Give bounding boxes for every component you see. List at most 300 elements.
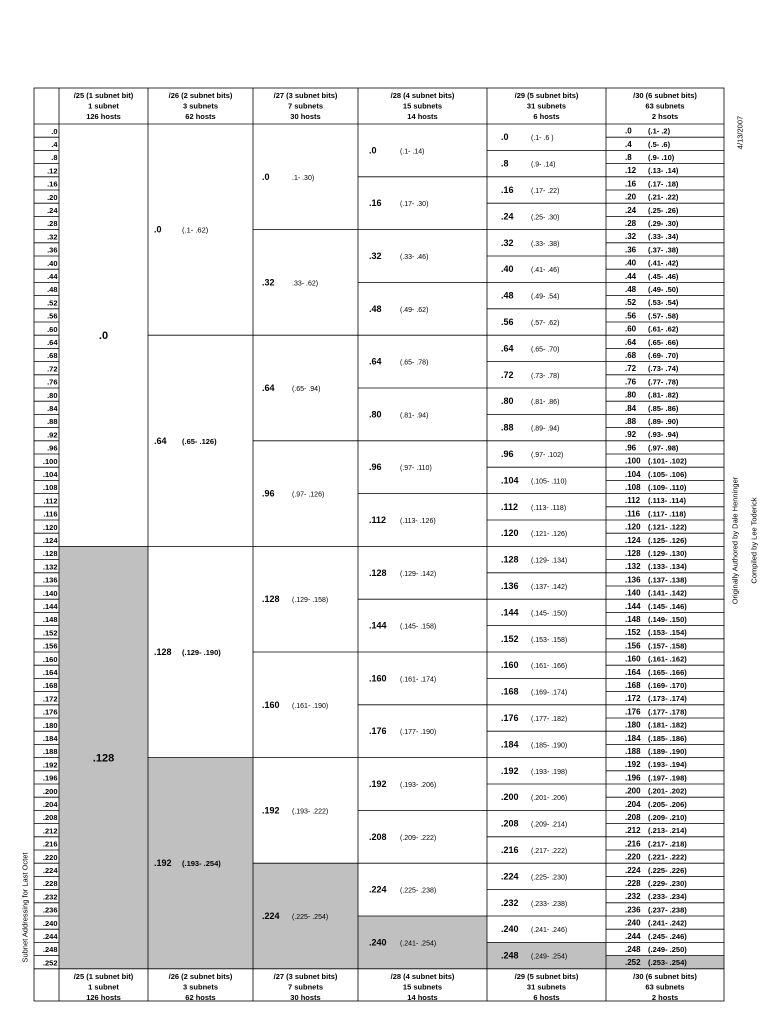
subnet-network: .160 (501, 660, 519, 671)
row-label: .36 (47, 245, 58, 255)
subnet-range: (.29- .30) (648, 219, 679, 228)
subnet-range: (.217- .222) (531, 848, 568, 855)
subnet-network: .32 (501, 237, 514, 248)
subnet-range: (.209- .214) (531, 821, 568, 829)
row-label: .184 (42, 734, 58, 743)
subnet-range: (.169- .170) (648, 681, 687, 690)
row-label: .44 (47, 272, 58, 281)
subnet-range: (.249- .254) (531, 953, 568, 961)
subnet-range: (.101- .102) (648, 456, 687, 466)
subnet-range: (.161- .162) (648, 654, 687, 664)
row-label: .24 (47, 206, 58, 215)
subnet-range: (.1- .14) (400, 148, 425, 156)
subnet-network: .112 (501, 501, 519, 512)
subnet-range: (.97- .110) (400, 465, 432, 473)
column-header-hosts: 6 hosts (533, 112, 560, 121)
row-label: .208 (42, 813, 58, 823)
subnet-range: (.121- .122) (648, 522, 687, 532)
row-label: .12 (47, 166, 58, 176)
subnet-network: .60 (625, 324, 637, 334)
subnet-network: .144 (369, 620, 387, 631)
subnet-network: .96 (262, 488, 275, 499)
subnet-network: .160 (625, 654, 641, 664)
row-label: .80 (47, 390, 58, 400)
row-label: .88 (47, 417, 58, 427)
subnet-network: .144 (501, 607, 519, 618)
subnet-range: (.81- .94) (400, 412, 429, 420)
column-footer-hosts: 30 hosts (290, 992, 321, 1002)
subnet-network: .8 (501, 158, 509, 169)
row-label: .132 (42, 562, 58, 572)
subnet-network: .204 (625, 799, 641, 809)
subnet-range: (.225- .226) (648, 865, 687, 875)
subnet-network: .176 (625, 707, 641, 717)
subnet-range: (.153- .158) (531, 636, 568, 644)
subnet-range: (.205- .206) (648, 799, 687, 809)
subnet-range: (.249- .250) (648, 945, 687, 954)
subnet-network: .96 (369, 462, 382, 473)
subnet-range: (.113- .126) (400, 518, 436, 525)
subnet-network: .72 (625, 364, 637, 374)
subnet-network: .172 (625, 694, 641, 704)
subnet-range: (.129- .130) (648, 549, 687, 558)
subnet-network: .192 (262, 805, 280, 816)
subnet-range: (.81- .86) (531, 399, 560, 407)
subnet-network: .72 (501, 369, 514, 380)
subnet-network: .32 (369, 251, 382, 261)
row-label: .144 (42, 602, 58, 611)
subnet-network: .32 (262, 277, 275, 288)
subnet-network: .20 (625, 192, 637, 202)
subnet-network: .216 (501, 845, 519, 855)
row-label: .220 (42, 852, 58, 862)
row-label: .28 (47, 219, 58, 229)
row-label: .136 (42, 575, 58, 585)
subnet-range: (.193- .254) (182, 859, 221, 869)
column-header-prefix: /26 (2 subnet bits) (168, 91, 233, 100)
row-label: .68 (47, 351, 58, 361)
subnet-range: (.185- .190) (531, 742, 568, 750)
subnet-range: (.233- .234) (648, 892, 687, 902)
column-header-subnets: 63 subnets (645, 101, 685, 111)
subnet-range: (.65- .126) (182, 436, 217, 446)
row-label: .224 (42, 866, 58, 875)
subnet-range: (.129- .158) (292, 597, 329, 605)
subnet-range: .1- .30) (292, 174, 315, 182)
row-label: .0 (51, 126, 58, 136)
row-label: .152 (42, 628, 58, 638)
subnet-range: (.89- .90) (648, 417, 679, 426)
subnet-range: (.133- .134) (648, 562, 687, 572)
subnet-network: .28 (625, 219, 637, 228)
subnet-network: .56 (501, 317, 514, 327)
subnet-network: .168 (625, 681, 641, 690)
row-label: .252 (42, 958, 58, 968)
subnet-range: (.65- .94) (292, 386, 321, 393)
subnet-network: .52 (625, 298, 637, 308)
subnet-range: (.161- .190) (292, 702, 329, 710)
subnet-range: (.49- .54) (531, 293, 560, 301)
subnet-range: (.65- .66) (648, 337, 679, 347)
column-footer-subnets: 31 subnets (526, 982, 567, 992)
subnet-range: (.113- .114) (648, 496, 686, 506)
compiler-credit: Compiled by Lee Toderick (749, 497, 759, 584)
subnet-range: (.5- .6) (648, 139, 671, 149)
subnet-range: (.85- .86) (648, 403, 679, 413)
column-footer-prefix: /29 (5 subnet bits) (514, 971, 579, 981)
row-label: .72 (47, 364, 58, 374)
subnet-network: .8 (625, 153, 632, 162)
subnet-network: .140 (625, 588, 641, 598)
row-label: .120 (42, 522, 58, 532)
row-label: .96 (47, 443, 58, 453)
subnet-network: .104 (625, 469, 641, 479)
subnet-range: (.57- .58) (648, 311, 679, 321)
subnet-range: (.173- .174) (648, 694, 687, 704)
row-label: .8 (51, 153, 58, 163)
subnet-network: .240 (501, 924, 519, 935)
subnet-network: .0 (369, 145, 377, 156)
subnet-network: .128 (92, 752, 115, 765)
subnet-range: (.157- .158) (648, 641, 687, 651)
row-label: .156 (42, 641, 58, 651)
row-label: .188 (42, 747, 58, 757)
subnet-range: (.213- .214) (648, 826, 687, 836)
subnet-range: (.137- .142) (531, 584, 568, 591)
subnet-network: .0 (98, 330, 109, 343)
subnet-network: .224 (369, 884, 387, 895)
subnet-range: (.33- .38) (531, 240, 560, 248)
row-label: .216 (42, 839, 58, 849)
column-footer-prefix: /30 (6 subnet bits) (633, 971, 697, 981)
subnet-range: .33- .62) (292, 280, 319, 288)
column-footer-prefix: /26 (2 subnet bits) (168, 971, 233, 981)
row-label: .196 (42, 773, 58, 783)
subnet-range: (.9- .14) (531, 161, 556, 169)
subnet-network: .196 (625, 773, 641, 783)
column-header-prefix: /30 (6 subnet bits) (633, 91, 697, 100)
subnet-network: .88 (625, 417, 637, 426)
column-header-subnets: 15 subnets (402, 101, 443, 111)
row-label: .168 (42, 681, 58, 691)
row-label: .20 (47, 192, 58, 202)
subnet-range: (.197- .198) (648, 773, 687, 783)
row-label: .16 (47, 179, 58, 189)
subnet-range: (.129- .134) (531, 557, 568, 565)
subnet-range: (.9- .10) (648, 153, 675, 162)
subnet-network: .248 (501, 950, 519, 961)
subnet-range: (.245- .246) (648, 931, 687, 941)
column-header-prefix: /28 (4 subnet bits) (390, 91, 455, 100)
subnet-network: .148 (625, 615, 641, 624)
row-label: .124 (42, 536, 58, 545)
subnet-network: .208 (625, 813, 641, 822)
subnet-network: .136 (501, 581, 519, 591)
subnet-network: .208 (501, 818, 519, 829)
subnet-range: (.45- .46) (648, 271, 679, 281)
subnet-range: (.73- .74) (648, 364, 679, 374)
subnet-network: .180 (625, 720, 641, 730)
subnet-network: .152 (501, 633, 519, 644)
subnet-network: .96 (625, 443, 637, 453)
subnet-range: (.89- .94) (531, 425, 560, 433)
subnet-network: .128 (501, 554, 519, 565)
subnet-range: (.145- .158) (400, 623, 437, 631)
column-header-hosts: 14 hosts (407, 112, 438, 121)
subnet-network: .136 (625, 575, 641, 585)
row-label: .148 (42, 615, 58, 625)
subnet-network: .0 (501, 132, 509, 143)
subnet-range: (.25- .26) (648, 205, 679, 215)
subnet-range: (.125- .126) (648, 535, 687, 545)
row-label: .104 (42, 470, 58, 479)
column-footer-hosts: 126 hosts (86, 992, 121, 1002)
subnet-network: .128 (154, 647, 172, 657)
subnet-range: (.37- .38) (648, 245, 679, 255)
subnet-network: .116 (625, 509, 641, 519)
row-label: .228 (42, 879, 58, 889)
row-label: .4 (51, 140, 58, 149)
subnet-network: .216 (625, 839, 641, 849)
subnet-network: .4 (625, 139, 632, 149)
column-header-subnets: 1 subnet (88, 101, 119, 111)
date-stamp: 4/13/2007 (735, 115, 745, 150)
row-label: .32 (47, 232, 58, 242)
column-footer-prefix: /28 (4 subnet bits) (390, 971, 455, 981)
subnet-network: .160 (369, 673, 387, 684)
row-label: .108 (42, 483, 58, 493)
subnet-range: (.65- .78) (400, 359, 429, 367)
subnet-network: .144 (625, 601, 641, 611)
row-label: .172 (42, 694, 58, 704)
subnet-range: (.49- .62) (400, 306, 429, 314)
subnet-range: (.253- .254) (648, 958, 687, 968)
column-footer-hosts: 14 hosts (407, 992, 438, 1002)
subnet-range: (.217- .218) (648, 839, 687, 849)
column-header-subnets: 3 subnets (182, 101, 219, 111)
subnet-network: .200 (625, 786, 641, 796)
subnet-network: .164 (625, 667, 641, 677)
subnet-range: (.209- .210) (648, 813, 687, 822)
subnet-range: (.61- .62) (648, 324, 679, 334)
subnet-range: (.141- .142) (648, 588, 687, 598)
subnet-network: .240 (625, 918, 641, 928)
subnet-range: (.189- .190) (648, 747, 687, 756)
subnet-range: (.209- .222) (400, 834, 437, 842)
subnet-range: (.13- .14) (648, 166, 679, 176)
subnet-network: .0 (262, 171, 270, 182)
subnet-range: (.129- .142) (400, 570, 437, 578)
subnet-network: .184 (625, 733, 641, 743)
subnet-network: .248 (625, 945, 641, 954)
subnet-network: .40 (501, 264, 514, 275)
row-label: .176 (42, 707, 58, 717)
row-label: .200 (42, 786, 58, 796)
subnet-network: .184 (501, 739, 519, 750)
side-text-left: Subnet Addressing for Last Octet (20, 852, 30, 963)
column-footer-hosts: 2 hosts (651, 992, 679, 1002)
row-label: .64 (47, 338, 58, 347)
subnet-network: .36 (625, 245, 637, 255)
row-label: .60 (47, 324, 58, 334)
subnet-network: .160 (262, 699, 280, 710)
subnet-range: (.69- .70) (648, 351, 679, 360)
row-label: .244 (42, 932, 58, 941)
subnet-network: .0 (625, 126, 632, 136)
subnet-range: (.17- .30) (400, 201, 429, 209)
subnet-network: .120 (501, 528, 519, 539)
subnet-network: .80 (501, 396, 514, 407)
subnet-network: .48 (369, 303, 382, 314)
subnet-range: (.129- .190) (182, 648, 221, 657)
subnet-range: (.81- .82) (648, 390, 679, 400)
subnet-network: .40 (625, 258, 637, 268)
subnet-network: .100 (625, 456, 641, 466)
subnet-range: (.153- .154) (648, 628, 687, 638)
row-label: .48 (47, 285, 58, 295)
subnet-network: .132 (625, 562, 641, 572)
subnet-range: (.97- .98) (648, 443, 679, 453)
subnet-network: .108 (625, 483, 641, 492)
subnet-network: .176 (501, 713, 519, 723)
subnet-network: .252 (625, 958, 641, 968)
subnet-network: .88 (501, 422, 514, 433)
row-label: .112 (43, 496, 58, 506)
subnet-range: (.165- .166) (648, 667, 687, 677)
subnet-network: .192 (369, 779, 387, 789)
subnet-network: .92 (625, 430, 637, 440)
subnet-network: .16 (501, 185, 514, 195)
subnet-range: (.169- .174) (531, 689, 568, 697)
subnet-network: .168 (501, 686, 519, 697)
column-footer-subnets: 63 subnets (645, 982, 685, 992)
subnet-range: (.77- .78) (648, 377, 679, 387)
subnet-network: .232 (501, 897, 519, 908)
subnet-range: (.57- .62) (531, 320, 560, 327)
subnet-network: .24 (501, 211, 514, 222)
subnet-range: (.177- .190) (400, 729, 437, 737)
subnet-network: .128 (369, 567, 387, 578)
subnet-network: .232 (625, 892, 641, 902)
subnet-range: (.105- .110) (531, 478, 567, 486)
subnet-range: (.193- .206) (400, 782, 437, 789)
subnet-range: (.33- .46) (400, 254, 429, 261)
subnet-network: .104 (501, 475, 519, 486)
subnet-network: .56 (625, 311, 637, 321)
subnet-network: .44 (625, 271, 637, 281)
row-label: .212 (42, 826, 58, 836)
subnet-range: (.113- .118) (531, 504, 567, 512)
subnet-network: .244 (625, 931, 641, 941)
subnet-network: .80 (625, 390, 637, 400)
subnet-range: (.73- .78) (531, 372, 560, 380)
subnet-network: .128 (262, 594, 280, 605)
subnet-range: (.225- .238) (400, 887, 437, 895)
subnet-network: .124 (625, 535, 641, 545)
subnet-range: (.161- .174) (400, 676, 437, 684)
row-label: .204 (42, 800, 58, 809)
subnet-network: .188 (625, 747, 641, 756)
subnet-range: (.17- .22) (531, 188, 560, 195)
subnet-range: (.49- .50) (648, 285, 679, 294)
subnet-range: (.41- .46) (531, 267, 560, 275)
subnet-network: .236 (625, 905, 641, 915)
column-footer-hosts: 6 hosts (533, 992, 560, 1002)
subnet-network: .112 (625, 496, 641, 506)
subnet-range: (.105- .106) (648, 469, 687, 479)
row-label: .232 (42, 892, 58, 902)
column-header-hosts: 126 hosts (86, 112, 121, 121)
subnet-network: .224 (262, 911, 280, 921)
subnet-network: .48 (501, 290, 514, 301)
subnet-range: (.65- .70) (531, 346, 560, 354)
subnet-network: .16 (369, 198, 382, 209)
subnet-network: .128 (625, 549, 641, 558)
column-footer-prefix: /27 (3 subnet bits) (273, 971, 338, 981)
subnet-network: .224 (501, 871, 519, 882)
subnet-range: (.97- .126) (292, 491, 325, 499)
row-label: .164 (42, 668, 58, 677)
subnet-range: (.229- .230) (648, 879, 687, 888)
column-header-prefix: /27 (3 subnet bits) (273, 91, 338, 100)
subnet-network: .192 (501, 765, 519, 776)
subnet-network: .112 (369, 515, 387, 525)
column-header-prefix: /29 (5 subnet bits) (514, 91, 579, 100)
subnet-network: .0 (154, 224, 162, 235)
subnet-range: (.241- .242) (648, 918, 687, 928)
column-header-hosts: 30 hosts (290, 112, 321, 121)
subnet-network: .24 (625, 205, 637, 215)
subnet-network: .192 (154, 858, 172, 869)
subnet-range: (.1- .6 ) (531, 135, 554, 143)
subnet-range: (.185- .186) (648, 733, 687, 743)
subnet-range: (.177- .182) (531, 716, 568, 723)
row-label: .248 (42, 945, 58, 955)
subnet-range: (.193- .222) (292, 808, 329, 816)
subnet-network: .224 (625, 865, 641, 875)
subnet-range: (.53- .54) (648, 298, 679, 308)
column-header-subnets: 7 subnets (287, 101, 324, 111)
row-label: .236 (42, 905, 58, 915)
subnet-range: (.161- .166) (531, 663, 568, 671)
subnet-range: (.145- .146) (648, 601, 687, 611)
row-label: .240 (42, 918, 58, 928)
column-footer-subnets: 7 subnets (287, 982, 324, 992)
row-label: .76 (47, 377, 58, 387)
subnet-network: .220 (625, 852, 641, 862)
row-label: .56 (47, 311, 58, 321)
row-label: .180 (42, 720, 58, 730)
subnet-network: .120 (625, 522, 641, 532)
subnet-range: (.221- .222) (648, 852, 687, 862)
subnet-network: .64 (369, 356, 382, 367)
subnet-range: (.121- .126) (531, 531, 568, 539)
subnet-range: (.1- .2) (648, 126, 671, 136)
subnet-range: (.237- .238) (648, 905, 687, 915)
row-label: .92 (47, 430, 58, 440)
column-header-hosts: 2 hsots (651, 112, 679, 121)
column-header-prefix: /25 (1 subnet bit) (73, 91, 134, 100)
subnet-range: (.1- .62) (182, 225, 209, 235)
subnet-range: (.109- .110) (648, 483, 687, 492)
column-header-subnets: 31 subnets (526, 101, 567, 111)
subnet-network: .228 (625, 879, 641, 888)
row-label: .40 (47, 258, 58, 268)
subnet-network: .32 (625, 232, 637, 242)
subnet-network: .48 (625, 285, 637, 294)
row-label: .128 (42, 549, 58, 559)
column-footer-prefix: /25 (1 subnet bit) (73, 971, 134, 981)
